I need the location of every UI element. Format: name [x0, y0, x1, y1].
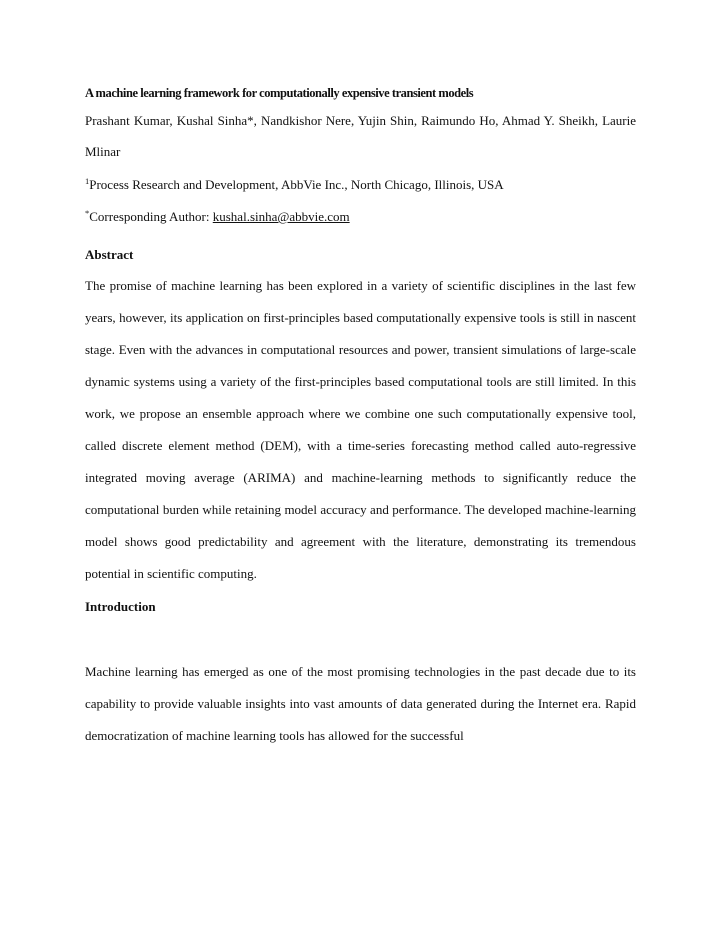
corresponding-label: Corresponding Author: [89, 209, 213, 224]
affiliation-marker: 1 [85, 176, 90, 186]
introduction-heading: Introduction [85, 599, 156, 614]
author-list: Prashant Kumar, Kushal Sinha*, Nandkishor Nere, Yujin Shin, Raimundo Ho, Ahmad Y. Sheikh, Laurie Mlinar [85, 113, 636, 159]
affiliation [85, 176, 636, 194]
affiliation-text: Process Research and Development, AbbVie Inc., North Chicago, Illinois, USA [89, 177, 504, 192]
introduction-text: Machine learning has emerged as one of the most promising technologies in the past decade due to its capability to provide valuable insights into vast amounts of data generated during the Internet era. Rapid democratization of machine learning tools has allowed for the successful [85, 664, 636, 743]
text-column [85, 84, 636, 752]
abstract-text: The promise of machine learning has been explored in a variety of scientific disciplines in the last few years, however, its application on first-principles based computationally expensive tools is still in nascent stage. Even with the advances in computational resources and power, transient simulations of large-scale dynamic systems using a variety of the first-principles based computational tools are still limited. In this work, we propose an ensemble approach where we combine one such computationally expensive tool, called discrete element method (DEM), with a time-series forecasting method called auto-regressive integrated moving average (ARIMA) and machine-learning methods to significantly reduce the computational burden while retaining model accuracy and performance. The developed machine-learning model shows good predictability and agreement with the literature, demonstrating its tremendous potential in scientific computing. [85, 278, 636, 581]
abstract-heading: Abstract [85, 247, 134, 262]
corresponding-email-link[interactable]: kushal.sinha@abbvie.com [212, 209, 350, 224]
corresponding-author [85, 208, 636, 226]
corresponding-marker: * [85, 208, 90, 218]
paper-title: A machine learning framework for computationally expensive transient models [85, 86, 474, 100]
